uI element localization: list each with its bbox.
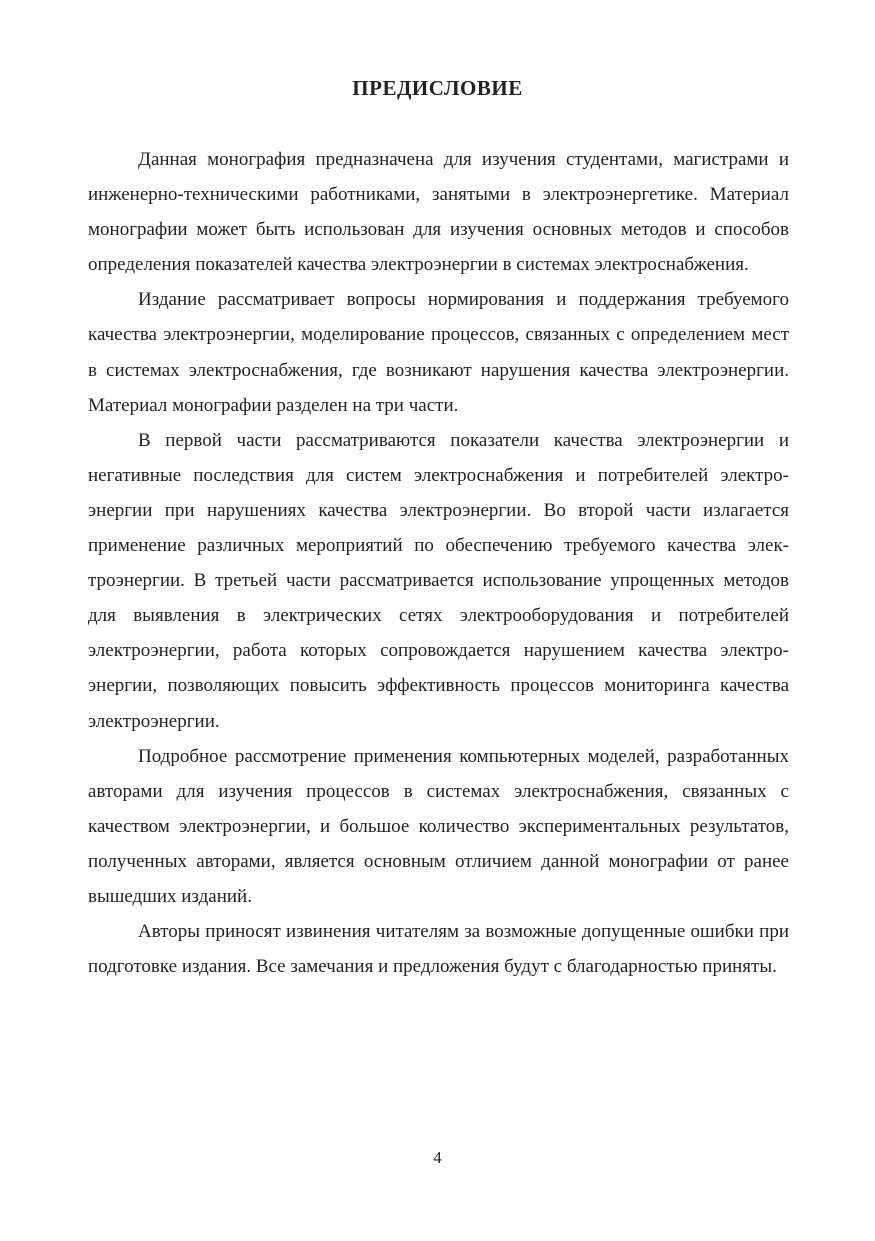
page-number: 4 xyxy=(433,1148,442,1167)
paragraph: Данная монография предназначена для изучения студентами, магистрами и инженерно-техническими работниками, занятыми в электроэнергетике. Материал монографии может быть использован для изучения основных методов и способов определения показателей качества электроэнергии в системах электроснабжения. xyxy=(88,149,789,276)
paragraph: В первой части рассматриваются показатели качества электроэнергии и негативные последствия для систем электроснабжения и потребителей электроэнергии при нарушениях качества электроэнергии. Во второй части излагается применение различных мероприятий по обеспечению требуемого качества электроэнергии. В третьей части рассматривается использование упрощенных методов для выявления в электрических сетях электрооборудования и потребителей электроэнергии, работа которых сопровождается нарушением качества электроэнергии, позволяющих повысить эффективность процессов мониторинга качества электроэнергии. xyxy=(88,429,789,732)
page-title: ПРЕДИСЛОВИЕ xyxy=(352,76,523,100)
paragraph: Авторы приносят извинения читателям за возможные допущенные ошибки при подготовке издания. Все замечания и предложения будут с благодарностью приняты. xyxy=(88,921,789,978)
paragraph: Подробное рассмотрение применения компьютерных моделей, разработанных авторами для изучения процессов в системах электроснабжения, связанных с качеством электроэнергии, и большое количество экспериментальных результатов, полученных авторами, является основным отличием данной монографии от ранее вышедших изданий. xyxy=(88,745,789,907)
paragraph: Издание рассматривает вопросы нормирования и поддержания требуемого качества электроэнергии, моделирование процессов, связанных с определением мест в системах электроснабжения, где возникают нарушения качества электроэнергии. Материал монографии разделен на три части. xyxy=(88,289,789,416)
body-text xyxy=(88,142,789,984)
